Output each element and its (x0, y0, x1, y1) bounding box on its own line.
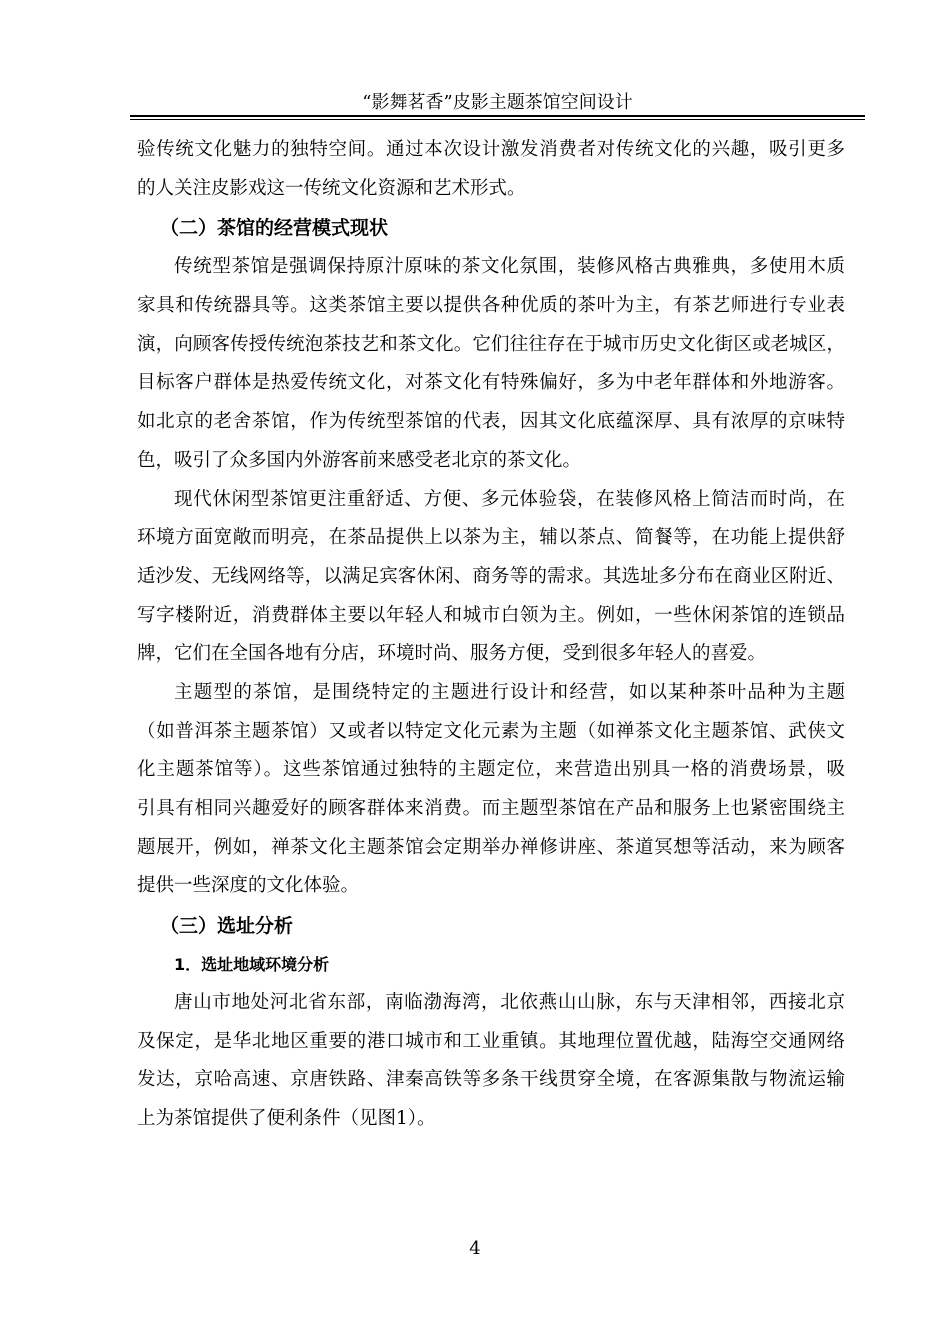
text-line: 适沙发、无线网络等，以满足宾客休闲、商务等的需求。其选址多分布在商业区附近、 (137, 565, 845, 587)
document-body (137, 131, 845, 1139)
paragraph (137, 248, 845, 480)
paragraph (137, 131, 845, 208)
text-line: 现代休闲型茶馆更注重舒适、方便、多元体验袋，在装修风格上简洁而时尚，在 (174, 488, 845, 510)
text-line: 引具有相同兴趣爱好的顾客群体来消费。而主题型茶馆在产品和服务上也紧密围绕主 (137, 798, 845, 819)
text-line: 色，吸引了众多国内外游客前来感受老北京的茶文化。 (137, 449, 582, 471)
text-line: 发达，京哈高速、京唐铁路、津秦高铁等多条干线贯穿全境，在客源集散与物流运输 (137, 1069, 845, 1091)
header-rule-thick (130, 115, 865, 117)
text-line: 演，向顾客传授传统泡茶技艺和茶文化。它们往往存在于城市历史文化街区或老城区， (137, 333, 845, 355)
page-number: 4 (469, 1238, 481, 1259)
header-rule-thin (130, 119, 865, 120)
paragraph (137, 984, 845, 1139)
text-line: 如北京的老舍茶馆，作为传统型茶馆的代表，因其文化底蕴深厚、具有浓厚的京味特 (137, 411, 845, 433)
text-line: 上为茶馆提供了便利条件（见图1）。 (137, 1108, 436, 1130)
text-line: 主题型的茶馆，是围绕特定的主题进行设计和经营，如以某种茶叶品种为主题 (174, 681, 845, 703)
paragraph (137, 481, 845, 674)
text-line: 传统型茶馆是强调保持原汁原味的茶文化氛围，装修风格古典雅典，多使用木质 (174, 256, 845, 278)
text-line: 验传统文化魅力的独特空间。通过本次设计激发消费者对传统文化的兴趣，吸引更多 (137, 139, 845, 160)
text-line: 的人关注皮影戏这一传统文化资源和艺术形式。 (137, 177, 526, 199)
text-line: 化主题茶馆等）。这些茶馆通过独特的主题定位，来营造出别具一格的消费场景，吸 (137, 759, 845, 781)
text-line: 环境方面宽敞而明亮，在茶品提供上以茶为主，辅以茶点、简餐等，在功能上提供舒 (137, 527, 845, 549)
text-line: 唐山市地处河北省东部，南临渤海湾，北依燕山山脉，东与天津相邻，西接北京 (174, 992, 845, 1014)
section-heading: （三）选址分析 (160, 915, 294, 938)
text-line: 写字楼附近，消费群体主要以年轻人和城市白领为主。例如，一些休闲茶馆的连锁品 (137, 604, 845, 626)
text-line: 题展开，例如，禅茶文化主题茶馆会定期举办禅修讲座、茶道冥想等活动，来为顾客 (137, 836, 845, 858)
subsection-heading: 1．选址地域环境分析 (174, 955, 330, 975)
text-line: 家具和传统器具等。这类茶馆主要以提供各种优质的茶叶为主，有茶艺师进行专业表 (137, 295, 845, 317)
text-line: 提供一些深度的文化体验。 (137, 875, 360, 897)
text-line: （如普洱茶主题茶馆）又或者以特定文化元素为主题（如禅茶文化主题茶馆、武侠文 (137, 720, 845, 742)
text-line: 目标客户群体是热爱传统文化，对茶文化有特殊偏好，多为中老年群体和外地游客。 (137, 372, 845, 394)
section-heading: （二）茶馆的经营模式现状 (160, 217, 389, 240)
text-line: 及保定，是华北地区重要的港口城市和工业重镇。其地理位置优越，陆海空交通网络 (137, 1030, 845, 1052)
running-header: “影舞茗香”皮影主题茶馆空间设计 (362, 92, 633, 113)
paragraph (137, 674, 845, 906)
text-line: 牌，它们在全国各地有分店，环境时尚、服务方便，受到很多年轻人的喜爱。 (137, 643, 767, 665)
